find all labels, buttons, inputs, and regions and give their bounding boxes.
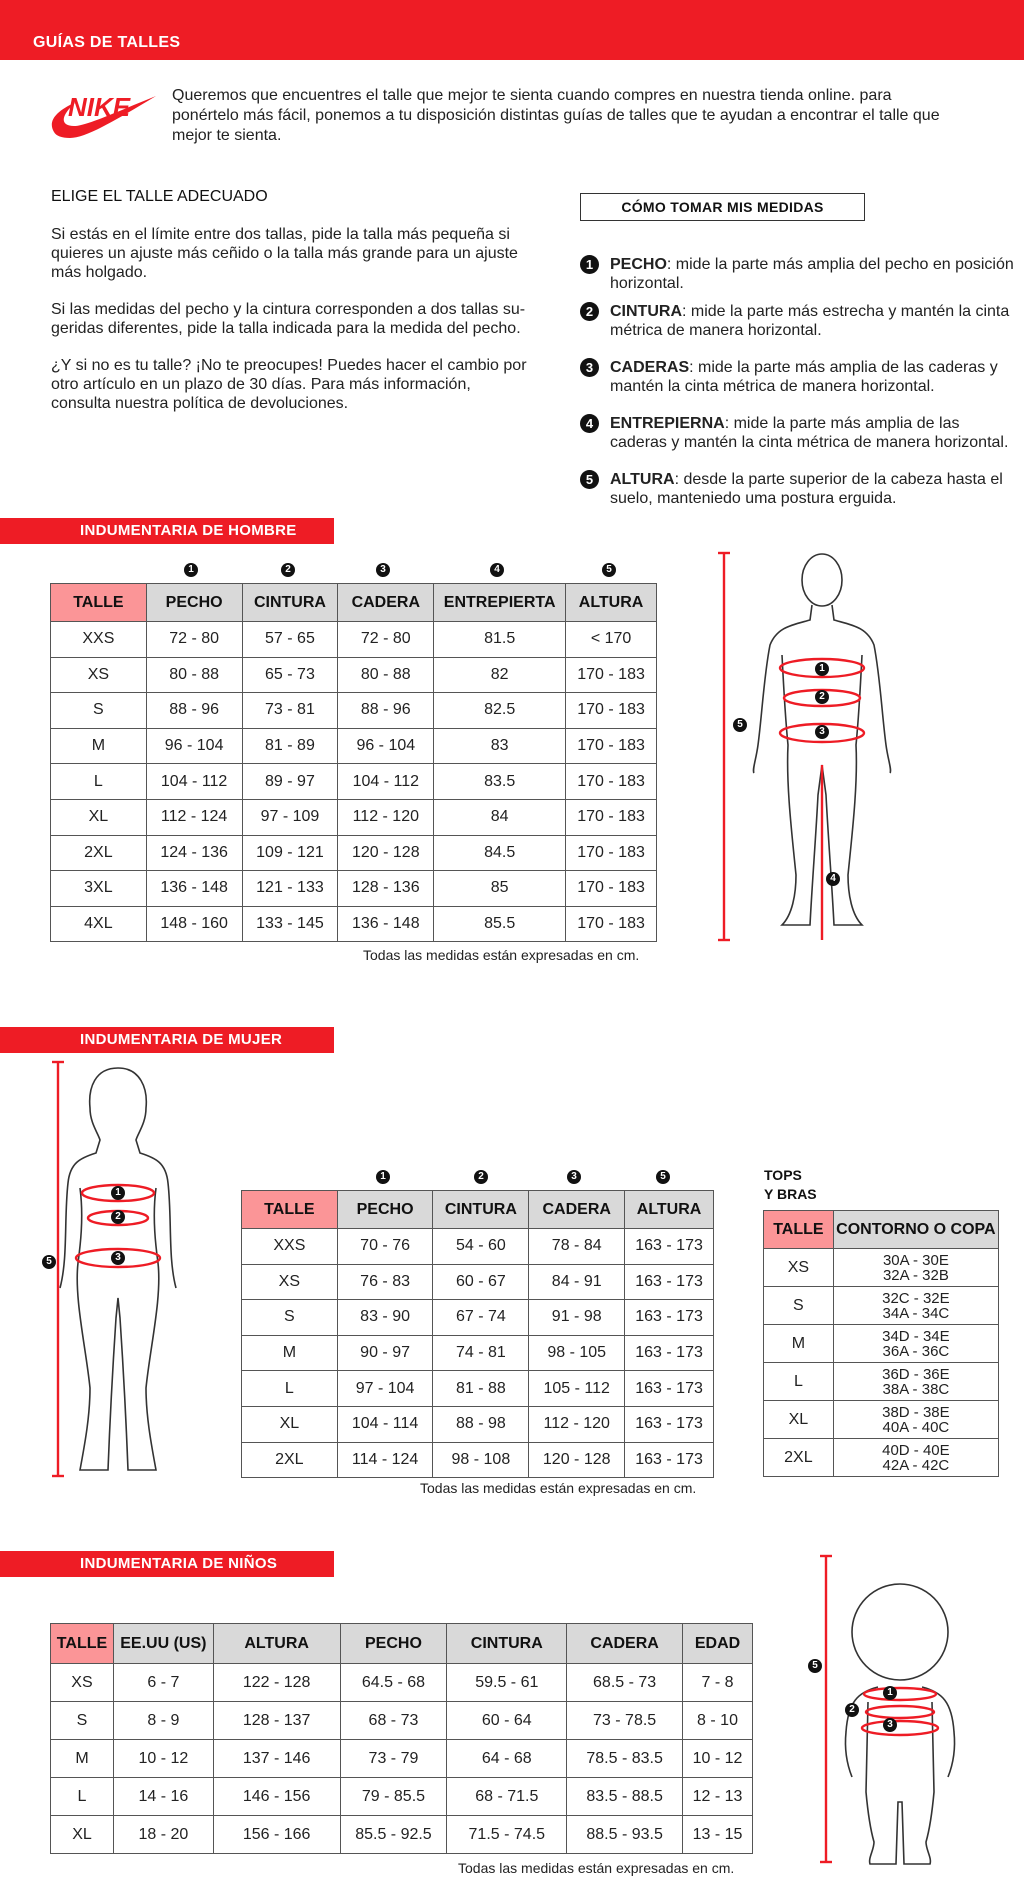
choose-paragraph-1: Si estás en el límite entre dos tallas, pide la talla más pequeña si quieres un ajuste más ceñido o la talla más grande para un ajuste más holgado.: [51, 226, 518, 281]
women-section-title: INDUMENTARIA DE MUJER: [0, 1027, 334, 1053]
table-cell: 83.5 - 88.5: [567, 1778, 683, 1816]
table-cell: S: [51, 1702, 114, 1740]
measure-term: ENTREPIERNA: [610, 415, 725, 432]
table-cell: 76 - 83: [337, 1264, 433, 1300]
table-cell: 72 - 80: [338, 622, 434, 658]
column-header: CINTURA: [242, 584, 338, 622]
table-cell: 85: [434, 871, 566, 907]
number-badge-icon: 2: [281, 563, 295, 577]
number-badge-icon: 5: [656, 1170, 670, 1184]
table-row: [242, 1229, 714, 1265]
table-cell: 74 - 81: [433, 1335, 529, 1371]
table-header-row: [51, 584, 657, 622]
table-row: [764, 1439, 999, 1477]
table-cell: 112 - 124: [146, 799, 242, 835]
number-badge-icon: 3: [883, 1718, 897, 1732]
table-row: [242, 1300, 714, 1336]
table-cell: 163 - 173: [625, 1442, 714, 1478]
table-cell: 136 - 148: [146, 871, 242, 907]
number-badge-icon: 5: [580, 470, 599, 489]
table-cell: 84.5: [434, 835, 566, 871]
table-cell: 133 - 145: [242, 906, 338, 942]
table-cell: XXS: [51, 622, 147, 658]
number-badge-icon: 2: [474, 1170, 488, 1184]
table-cell: 81 - 89: [242, 728, 338, 764]
table-row: [242, 1442, 714, 1478]
table-cell: 163 - 173: [625, 1264, 714, 1300]
table-cell: 10 - 12: [113, 1740, 213, 1778]
table-cell: 73 - 78.5: [567, 1702, 683, 1740]
table-cell: 7 - 8: [683, 1664, 753, 1702]
table-cell: 170 - 183: [566, 871, 657, 907]
column-header: CONTORNO O COPA: [833, 1211, 998, 1249]
column-header: PECHO: [146, 584, 242, 622]
kid-body-figure: [808, 1552, 978, 1872]
kids-note: Todas las medidas están expresadas en cm.: [458, 1860, 735, 1876]
table-cell: XL: [51, 799, 147, 835]
cup-range: 42A - 42C: [882, 1456, 950, 1474]
column-header: TALLE: [51, 584, 147, 622]
table-cell: 65 - 73: [242, 657, 338, 693]
table-cell: 79 - 85.5: [340, 1778, 447, 1816]
table-cell: [833, 1439, 998, 1477]
table-cell: 73 - 79: [340, 1740, 447, 1778]
table-cell: XL: [51, 1816, 114, 1854]
tops-title-line1: TOPS: [764, 1167, 802, 1183]
measure-item-text: [610, 358, 1020, 396]
table-row: [242, 1335, 714, 1371]
cup-range: 40A - 40C: [882, 1418, 950, 1436]
measure-term: CINTURA: [610, 303, 682, 320]
number-badge-icon: 1: [883, 1686, 897, 1700]
table-cell: 64 - 68: [447, 1740, 567, 1778]
column-header: CADERA: [529, 1191, 625, 1229]
table-cell: XL: [764, 1401, 834, 1439]
table-cell: M: [51, 728, 147, 764]
choose-size-title: ELIGE EL TALLE ADECUADO: [51, 188, 268, 205]
table-cell: 6 - 7: [113, 1664, 213, 1702]
table-cell: L: [242, 1371, 338, 1407]
table-row: [764, 1249, 999, 1287]
cup-range: 36D - 36E: [882, 1365, 950, 1383]
women-size-table: [241, 1190, 714, 1478]
men-section-title: INDUMENTARIA DE HOMBRE: [0, 518, 334, 544]
how-to-measure-title: CÓMO TOMAR MIS MEDIDAS: [580, 193, 865, 221]
table-row: [51, 1702, 753, 1740]
number-badge-icon: 3: [580, 358, 599, 377]
number-badge-icon: 4: [490, 563, 504, 577]
table-row: [51, 764, 657, 800]
table-cell: 124 - 136: [146, 835, 242, 871]
table-cell: XL: [242, 1406, 338, 1442]
cup-range: 38D - 38E: [882, 1403, 950, 1421]
table-row: [51, 622, 657, 658]
table-cell: 10 - 12: [683, 1740, 753, 1778]
table-cell: [833, 1249, 998, 1287]
number-badge-icon: 3: [815, 725, 829, 739]
table-cell: 14 - 16: [113, 1778, 213, 1816]
column-header: CINTURA: [433, 1191, 529, 1229]
cup-range: 34D - 34E: [882, 1327, 950, 1345]
table-cell: 2XL: [764, 1439, 834, 1477]
measure-description: : mide la parte más amplia de las caderas y mantén la cinta métrica de manera horizontal.: [610, 359, 998, 395]
measure-item-text: [610, 302, 1020, 340]
table-cell: 57 - 65: [242, 622, 338, 658]
cup-range: 36A - 36C: [882, 1342, 950, 1360]
table-row: [51, 657, 657, 693]
table-cell: [833, 1401, 998, 1439]
number-badge-icon: 1: [184, 563, 198, 577]
table-cell: 85.5: [434, 906, 566, 942]
column-header: TALLE: [242, 1191, 338, 1229]
female-body-figure: [40, 1058, 190, 1478]
table-cell: M: [242, 1335, 338, 1371]
table-cell: 148 - 160: [146, 906, 242, 942]
number-badge-icon: 3: [376, 563, 390, 577]
table-cell: 170 - 183: [566, 693, 657, 729]
column-header: TALLE: [51, 1624, 114, 1664]
table-cell: 64.5 - 68: [340, 1664, 447, 1702]
table-cell: 136 - 148: [338, 906, 434, 942]
table-cell: 68 - 71.5: [447, 1778, 567, 1816]
table-cell: 120 - 128: [338, 835, 434, 871]
column-header: EE.UU (US): [113, 1624, 213, 1664]
table-cell: [833, 1287, 998, 1325]
table-cell: 89 - 97: [242, 764, 338, 800]
table-row: [51, 1778, 753, 1816]
cup-range: 32C - 32E: [882, 1289, 950, 1307]
table-cell: 128 - 137: [213, 1702, 340, 1740]
number-badge-icon: 2: [111, 1210, 125, 1224]
number-badge-icon: 2: [580, 302, 599, 321]
table-cell: 122 - 128: [213, 1664, 340, 1702]
table-cell: 96 - 104: [146, 728, 242, 764]
table-cell: 104 - 112: [146, 764, 242, 800]
column-header: ALTURA: [213, 1624, 340, 1664]
number-badge-icon: 5: [808, 1659, 822, 1673]
table-cell: 104 - 114: [337, 1406, 433, 1442]
table-cell: 54 - 60: [433, 1229, 529, 1265]
table-cell: 60 - 64: [447, 1702, 567, 1740]
table-cell: 170 - 183: [566, 835, 657, 871]
table-cell: 170 - 183: [566, 906, 657, 942]
measure-description: : mide la parte más estrecha y mantén la cinta métrica de manera horizontal.: [610, 303, 1010, 339]
table-row: [51, 835, 657, 871]
table-row: [51, 1740, 753, 1778]
table-cell: M: [764, 1325, 834, 1363]
number-badge-icon: 1: [376, 1170, 390, 1184]
table-cell: 170 - 183: [566, 799, 657, 835]
table-cell: 163 - 173: [625, 1229, 714, 1265]
cup-range: 38A - 38C: [882, 1380, 950, 1398]
table-cell: 163 - 173: [625, 1371, 714, 1407]
svg-text:NIKE: NIKE: [68, 92, 131, 122]
column-header: CADERA: [567, 1624, 683, 1664]
cup-range: 30A - 30E: [882, 1251, 949, 1269]
column-header: ENTREPIERTA: [434, 584, 566, 622]
table-cell: [833, 1363, 998, 1401]
table-cell: 84 - 91: [529, 1264, 625, 1300]
header-bar: [0, 0, 1024, 60]
table-cell: 121 - 133: [242, 871, 338, 907]
table-cell: 98 - 108: [433, 1442, 529, 1478]
number-badge-icon: 1: [111, 1186, 125, 1200]
number-badge-icon: 2: [845, 1703, 859, 1717]
table-cell: 8 - 10: [683, 1702, 753, 1740]
women-note: Todas las medidas están expresadas en cm.: [420, 1480, 697, 1496]
table-cell: 70 - 76: [337, 1229, 433, 1265]
table-cell: XS: [242, 1264, 338, 1300]
table-cell: 137 - 146: [213, 1740, 340, 1778]
table-cell: 81.5: [434, 622, 566, 658]
men-size-table: [50, 583, 657, 942]
measure-term: ALTURA: [610, 471, 675, 488]
measure-description: : mide la parte más amplia de las caderas y mantén la cinta métrica de manera horizontal.: [610, 415, 1009, 451]
table-cell: 81 - 88: [433, 1371, 529, 1407]
table-cell: 80 - 88: [338, 657, 434, 693]
table-cell: 88.5 - 93.5: [567, 1816, 683, 1854]
men-note: Todas las medidas están expresadas en cm.: [363, 947, 640, 963]
number-badge-icon: 3: [111, 1251, 125, 1265]
intro-text: Queremos que encuentres el talle que mejor te sienta cuando compres en nuestra tienda online. para ponértelo más fácil, ponemos a tu disposición distintas guías de talles que te ayudan a encontrar el talle que mejor te sienta.: [172, 87, 940, 144]
table-cell: L: [51, 764, 147, 800]
table-cell: 120 - 128: [529, 1442, 625, 1478]
measure-item-text: [610, 470, 1020, 508]
table-row: [764, 1401, 999, 1439]
column-header: CADERA: [338, 584, 434, 622]
table-cell: 104 - 112: [338, 764, 434, 800]
number-badge-icon: 5: [733, 718, 747, 732]
table-cell: 163 - 173: [625, 1300, 714, 1336]
table-cell: 88 - 96: [146, 693, 242, 729]
column-header: TALLE: [764, 1211, 834, 1249]
table-cell: 170 - 183: [566, 657, 657, 693]
table-cell: M: [51, 1740, 114, 1778]
table-row: [51, 1664, 753, 1702]
table-header-row: [764, 1211, 999, 1249]
table-cell: 71.5 - 74.5: [447, 1816, 567, 1854]
table-cell: [833, 1325, 998, 1363]
table-cell: 163 - 173: [625, 1335, 714, 1371]
measure-description: : mide la parte más amplia del pecho en posición horizontal.: [610, 256, 1014, 292]
cup-range: 32A - 32B: [882, 1266, 949, 1284]
table-cell: 3XL: [51, 871, 147, 907]
table-row: [764, 1287, 999, 1325]
number-badge-icon: 4: [580, 414, 599, 433]
table-cell: 156 - 166: [213, 1816, 340, 1854]
table-row: [242, 1406, 714, 1442]
table-cell: XS: [51, 1664, 114, 1702]
table-cell: 83 - 90: [337, 1300, 433, 1336]
choose-paragraph-2: Si las medidas del pecho y la cintura corresponden a dos tallas su-geridas diferentes, pide la talla indicada para la medida del pecho.: [51, 301, 526, 337]
table-cell: 4XL: [51, 906, 147, 942]
table-cell: 105 - 112: [529, 1371, 625, 1407]
table-cell: 109 - 121: [242, 835, 338, 871]
table-cell: S: [242, 1300, 338, 1336]
table-cell: 163 - 173: [625, 1406, 714, 1442]
table-cell: 73 - 81: [242, 693, 338, 729]
kids-section-title: INDUMENTARIA DE NIÑOS: [0, 1551, 334, 1577]
table-cell: 85.5 - 92.5: [340, 1816, 447, 1854]
table-cell: 68 - 73: [340, 1702, 447, 1740]
measure-item-text: [610, 255, 1020, 293]
column-header: ALTURA: [625, 1191, 714, 1229]
number-badge-icon: 2: [815, 690, 829, 704]
cup-range: 40D - 40E: [882, 1441, 950, 1459]
measure-description: : desde la parte superior de la cabeza hasta el suelo, manteniedo uma postura erguida.: [610, 471, 1003, 507]
tops-title-line2: Y BRAS: [764, 1186, 817, 1202]
table-cell: L: [764, 1363, 834, 1401]
male-body-figure: [712, 545, 972, 945]
table-cell: 83.5: [434, 764, 566, 800]
number-badge-icon: 1: [815, 662, 829, 676]
column-header: EDAD: [683, 1624, 753, 1664]
column-header: ALTURA: [566, 584, 657, 622]
measure-term: PECHO: [610, 256, 667, 273]
table-cell: XS: [51, 657, 147, 693]
table-cell: 88 - 96: [338, 693, 434, 729]
tops-bras-table: [763, 1210, 999, 1477]
table-cell: 12 - 13: [683, 1778, 753, 1816]
table-cell: 68.5 - 73: [567, 1664, 683, 1702]
table-cell: 82.5: [434, 693, 566, 729]
table-row: [764, 1363, 999, 1401]
nike-logo: [46, 82, 158, 144]
table-cell: 59.5 - 61: [447, 1664, 567, 1702]
table-row: [51, 693, 657, 729]
table-cell: 146 - 156: [213, 1778, 340, 1816]
table-cell: 170 - 183: [566, 764, 657, 800]
table-cell: 13 - 15: [683, 1816, 753, 1854]
table-cell: 98 - 105: [529, 1335, 625, 1371]
table-cell: 67 - 74: [433, 1300, 529, 1336]
table-cell: 78.5 - 83.5: [567, 1740, 683, 1778]
number-badge-icon: 5: [42, 1255, 56, 1269]
table-row: [51, 871, 657, 907]
table-cell: 97 - 109: [242, 799, 338, 835]
number-badge-icon: 5: [602, 563, 616, 577]
table-cell: L: [51, 1778, 114, 1816]
table-cell: 88 - 98: [433, 1406, 529, 1442]
column-header: PECHO: [337, 1191, 433, 1229]
table-cell: 82: [434, 657, 566, 693]
table-cell: 2XL: [242, 1442, 338, 1478]
choose-paragraph-3: ¿Y si no es tu talle? ¡No te preocupes! Puedes hacer el cambio por otro artículo en un plazo de 30 días. Para más información, consulta nuestra política de devoluciones.: [51, 357, 527, 412]
table-cell: 112 - 120: [338, 799, 434, 835]
table-row: [51, 799, 657, 835]
column-header: PECHO: [340, 1624, 447, 1664]
kids-size-table: [50, 1623, 753, 1854]
table-row: [51, 906, 657, 942]
table-cell: 72 - 80: [146, 622, 242, 658]
table-cell: 90 - 97: [337, 1335, 433, 1371]
table-cell: 84: [434, 799, 566, 835]
table-row: [242, 1371, 714, 1407]
table-row: [242, 1264, 714, 1300]
table-cell: < 170: [566, 622, 657, 658]
table-cell: 96 - 104: [338, 728, 434, 764]
table-header-row: [51, 1624, 753, 1664]
number-badge-icon: 4: [826, 872, 840, 886]
number-badge-icon: 1: [580, 255, 599, 274]
measure-item-text: [610, 414, 1020, 452]
table-cell: S: [51, 693, 147, 729]
table-header-row: [242, 1191, 714, 1229]
table-cell: XS: [764, 1249, 834, 1287]
tops-bras-title: [764, 1166, 817, 1204]
measure-term: CADERAS: [610, 359, 690, 376]
table-row: [51, 728, 657, 764]
table-cell: 60 - 67: [433, 1264, 529, 1300]
page-title: GUÍAS DE TALLES: [33, 34, 181, 51]
number-badge-icon: 3: [567, 1170, 581, 1184]
table-cell: 8 - 9: [113, 1702, 213, 1740]
table-cell: 112 - 120: [529, 1406, 625, 1442]
cup-range: 34A - 34C: [882, 1304, 950, 1322]
table-cell: XXS: [242, 1229, 338, 1265]
table-cell: 91 - 98: [529, 1300, 625, 1336]
column-header: CINTURA: [447, 1624, 567, 1664]
table-cell: 80 - 88: [146, 657, 242, 693]
table-cell: 83: [434, 728, 566, 764]
table-cell: 2XL: [51, 835, 147, 871]
table-cell: 114 - 124: [337, 1442, 433, 1478]
table-row: [51, 1816, 753, 1854]
table-cell: 128 - 136: [338, 871, 434, 907]
table-cell: 170 - 183: [566, 728, 657, 764]
table-cell: 97 - 104: [337, 1371, 433, 1407]
table-cell: 78 - 84: [529, 1229, 625, 1265]
table-row: [764, 1325, 999, 1363]
table-cell: 18 - 20: [113, 1816, 213, 1854]
table-cell: S: [764, 1287, 834, 1325]
